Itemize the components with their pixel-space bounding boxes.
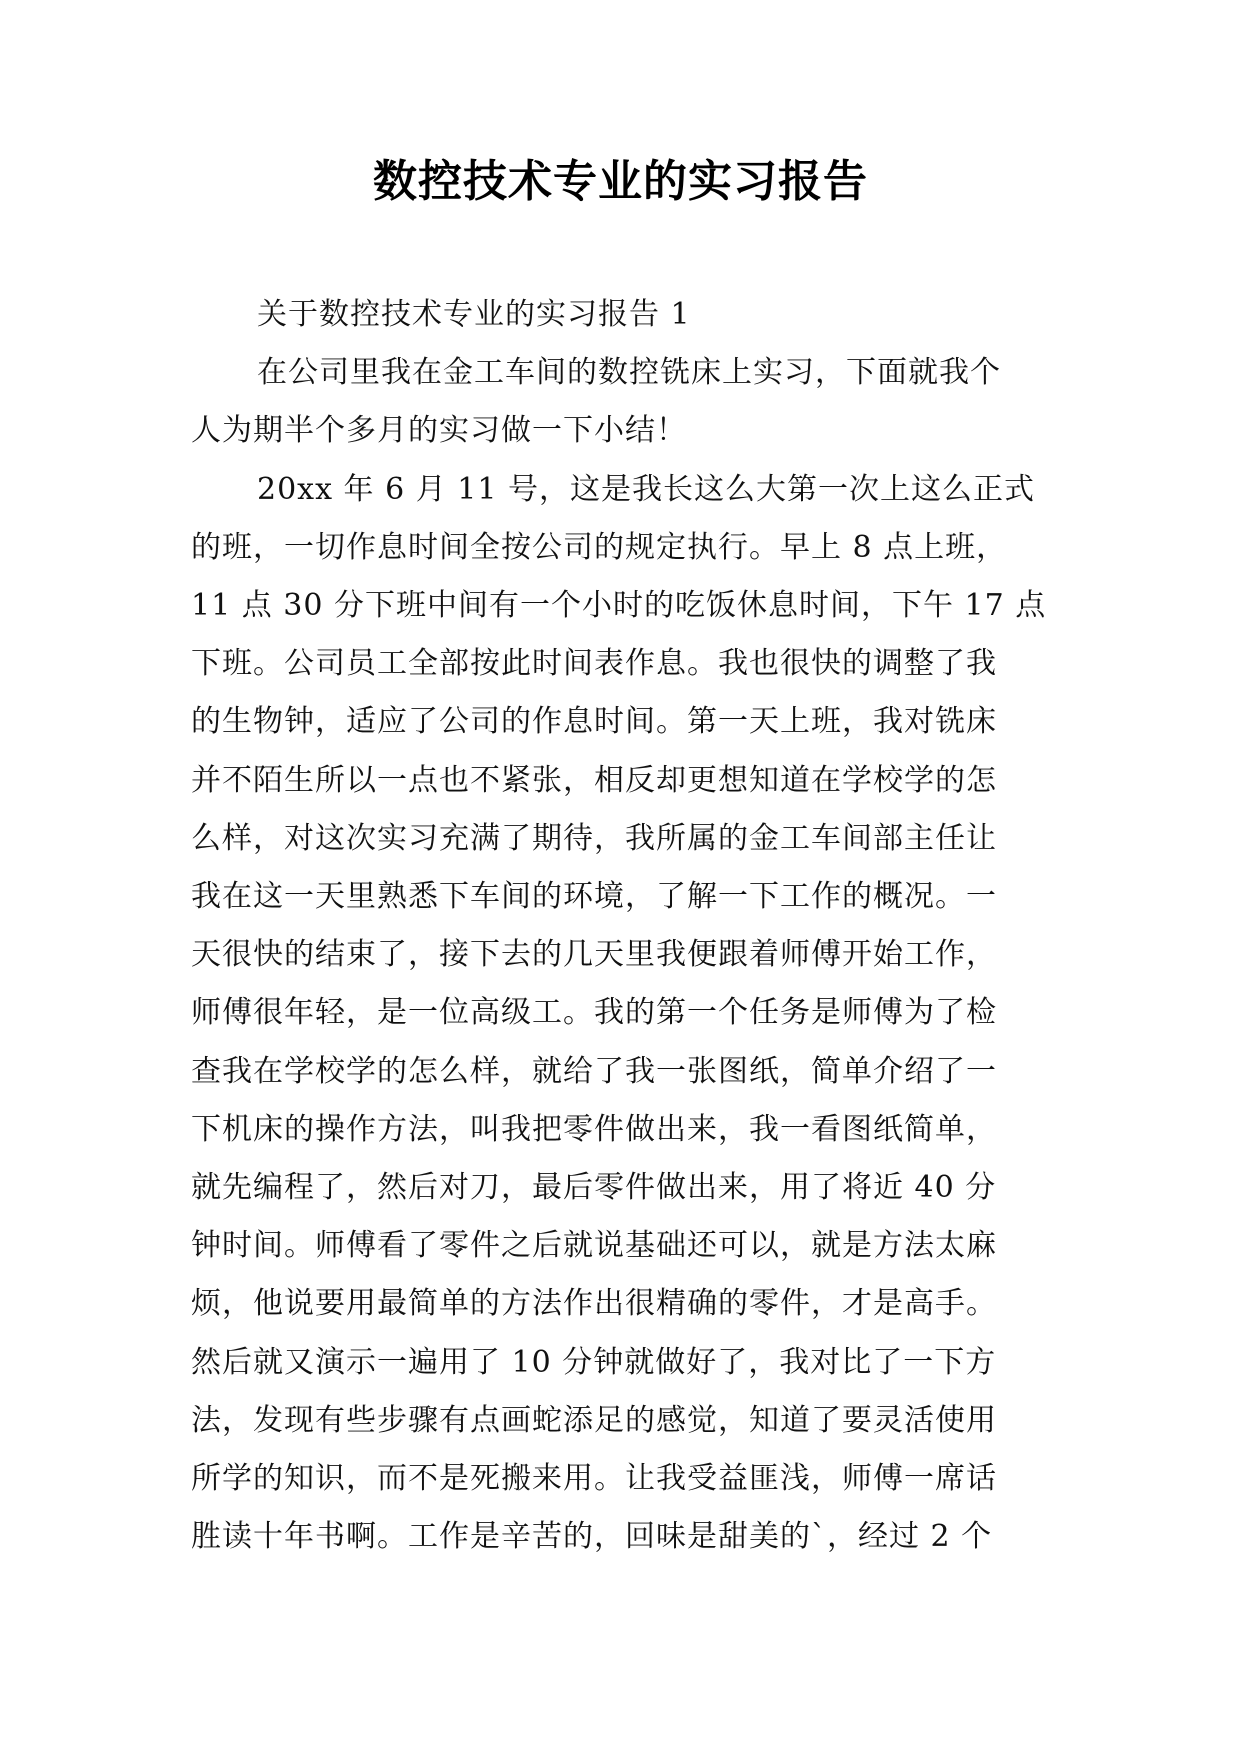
paragraph-line: 就先编程了，然后对刀，最后零件做出来，用了将近 40 分: [191, 1170, 997, 1206]
paragraph-line: 下机床的操作方法，叫我把零件做出来，我一看图纸简单，: [191, 1111, 997, 1147]
paragraph-line: 天很快的结束了，接下去的几天里我便跟着师傅开始工作，: [191, 937, 997, 973]
paragraph-line: 师傅很年轻，是一位高级工。我的第一个任务是师傅为了检: [191, 995, 997, 1031]
paragraph-line: 么样，对这次实习充满了期待，我所属的金工车间部主任让: [191, 820, 997, 856]
paragraph-line: 法，发现有些步骤有点画蛇添足的感觉，知道了要灵活使用: [191, 1402, 997, 1438]
paragraph-line: 20xx 年 6 月 11 号，这是我长这么大第一次上这么正式: [257, 471, 1035, 507]
paragraph-main: [191, 461, 1053, 1567]
paragraph-line: 11 点 30 分下班中间有一个小时的吃饭休息时间，下午 17 点: [191, 588, 1047, 624]
paragraph-line: 钟时间。师傅看了零件之后就说基础还可以，就是方法太麻: [191, 1228, 997, 1264]
paragraph-line: 下班。公司员工全部按此时间表作息。我也很快的调整了我: [191, 646, 997, 682]
paragraph-line: 所学的知识，而不是死搬来用。让我受益匪浅，师傅一席话: [191, 1461, 997, 1497]
paragraph-line: 胜读十年书啊。工作是辛苦的，回味是甜美的`，经过 2 个: [191, 1519, 993, 1555]
paragraph-line: 在公司里我在金工车间的数控铣床上实习，下面就我个: [257, 355, 1001, 391]
paragraph-line: 并不陌生所以一点也不紧张，相反却更想知道在学校学的怎: [191, 762, 997, 798]
paragraph-line: 的班，一切作息时间全按公司的规定执行。早上 8 点上班，: [191, 529, 1008, 565]
paragraph-heading: [191, 286, 1053, 344]
paragraph-line: 我在这一天里熟悉下车间的环境，了解一下工作的概况。一: [191, 879, 997, 915]
paragraph-line: 烦，他说要用最简单的方法作出很精确的零件，才是高手。: [191, 1286, 997, 1322]
paragraph-line: 的生物钟，适应了公司的作息时间。第一天上班，我对铣床: [191, 704, 997, 740]
paragraph-line: 然后就又演示一遍用了 10 分钟就做好了，我对比了一下方: [191, 1344, 997, 1380]
paragraph-line: 关于数控技术专业的实习报告 1: [257, 297, 691, 332]
document-title: 数控技术专业的实习报告: [373, 156, 868, 207]
paragraph-line: 查我在学校学的怎么样，就给了我一张图纸，简单介绍了一: [191, 1053, 997, 1089]
paragraph-intro: [191, 344, 1053, 460]
document-body: [191, 286, 1053, 1566]
paragraph-line: 人为期半个多月的实习做一下小结！: [191, 413, 687, 449]
